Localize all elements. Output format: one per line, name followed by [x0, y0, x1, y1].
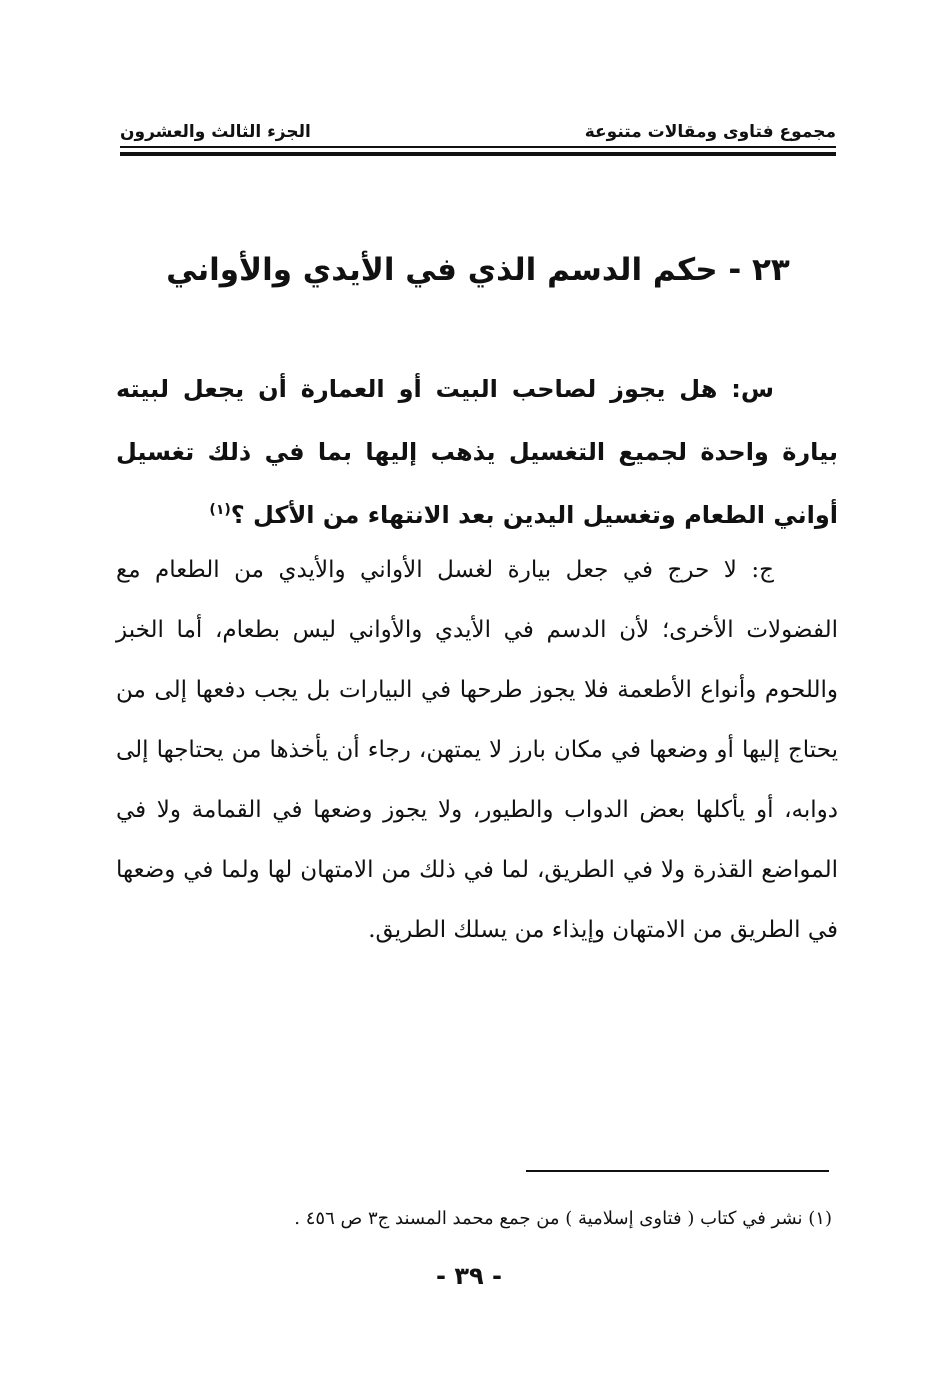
- page-number: - ٣٩ -: [436, 1262, 502, 1290]
- question-paragraph: [116, 358, 838, 547]
- chapter-title: ٢٣ - حكم الدسم الذي في الأيدي والأواني: [166, 252, 790, 288]
- question-text: س: هل يجوز لصاحب البيت أو العمارة أن يجعل لبيته بيارة واحدة لجميع التغسيل يذهب إليها بما في ذلك تغسيل أواني الطعام وتغسيل اليدين بعد الانتهاء من الأكل ؟: [116, 375, 838, 529]
- header-volume: الجزء الثالث والعشرون: [120, 122, 311, 142]
- footnote-reference: (١): [209, 502, 231, 518]
- footnote: (١) نشر في كتاب ( فتاوى إسلامية ) من جمع محمد المسند ج٣ ص ٤٥٦ .: [294, 1208, 832, 1229]
- running-header: [120, 108, 836, 142]
- answer-paragraph: ج: لا حرج في جعل بيارة لغسل الأواني والأيدي من الطعام مع الفضولات الأخرى؛ لأن الدسم في الأيدي والأواني ليس بطعام، أما الخبز واللحوم وأنواع الأطعمة فلا يجوز طرحها في البيارات بل يجب دفعها إلى من يحتاج إليها أو وضعها في مكان بارز لا يمتهن، رجاء أن يأخذها من يحتاجها إلى دوابه، أو يأكلها بعض الدواب والطيور، ولا يجوز وضعها في القمامة ولا في المواضع القذرة ولا في الطريق، لما في ذلك من الامتهان لها ولما في وضعها في الطريق من الامتهان وإيذاء من يسلك الطريق.: [116, 557, 838, 943]
- header-book-title: مجموع فتاوى ومقالات متنوعة: [584, 122, 836, 142]
- footnote-separator: [526, 1170, 829, 1172]
- header-rule-thick: [120, 152, 836, 156]
- header-rule-thin: [120, 146, 836, 148]
